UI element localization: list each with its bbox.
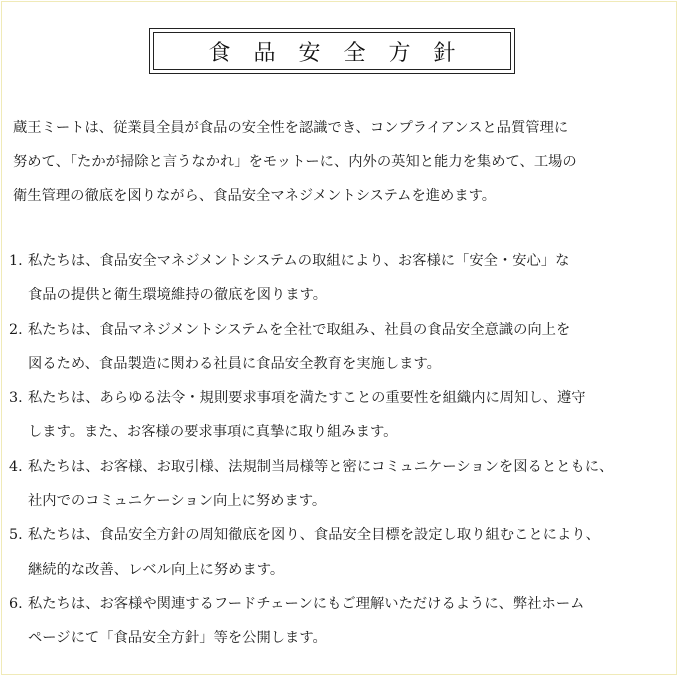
item-text-line2: します。また、お客様の要求事項に真摯に取り組みます。 xyxy=(28,424,398,441)
intro-line: 衛生管理の徹底を図りながら、食品安全マネジメントシステムを進めます。 xyxy=(13,188,497,204)
policy-item xyxy=(9,244,675,313)
item-text-line2: 社内でのコミュニケーション向上に努めます。 xyxy=(28,493,327,510)
item-text-line2: 図るため、食品製造に関わる社員に食品安全教育を実施します。 xyxy=(28,355,441,372)
item-number: 4. xyxy=(9,458,23,475)
policy-list xyxy=(9,244,675,656)
policy-item xyxy=(9,450,675,519)
title-inner-border xyxy=(153,32,511,70)
item-text-line2: 食品の提供と衛生環境維持の徹底を図ります。 xyxy=(28,287,328,304)
policy-item xyxy=(9,587,675,656)
item-text-line1: 私たちは、食品マネジメントシステムを全社で取組み、社員の食品安全意識の向上を xyxy=(28,321,571,338)
title-box xyxy=(149,28,515,74)
item-text-line1: 私たちは、お客様や関連するフードチェーンにもご理解いただけるように、弊社ホーム xyxy=(28,595,585,612)
page-title: 食品安全方針 xyxy=(208,40,479,66)
item-number: 1. xyxy=(9,253,23,269)
item-text-line1: 私たちは、食品安全マネジメントシステムの取組により、お客様に「安全・安心」な xyxy=(28,253,570,269)
policy-item xyxy=(9,313,675,382)
item-text-line2: 継続的な改善、レベル向上に努めます。 xyxy=(28,561,285,578)
item-number: 5. xyxy=(9,527,23,544)
intro-paragraph xyxy=(13,111,673,213)
item-text-line1: 私たちは、食品安全方針の周知徹底を図り、食品安全目標を設定し取り組むことにより、 xyxy=(28,527,600,544)
intro-line: 蔵王ミートは、従業員全員が食品の安全性を認識でき、コンプライアンスと品質管理に xyxy=(13,120,569,136)
policy-item xyxy=(9,518,675,587)
item-text-line2: ページにて「食品安全方針」等を公開します。 xyxy=(28,630,327,647)
intro-line: 努めて、「たかが掃除と言うなかれ」をモットーに、内外の英知と能力を集めて、工場の xyxy=(13,154,577,170)
item-text-line1: 私たちは、あらゆる法令・規則要求事項を満たすことの重要性を組織内に周知し、遵守 xyxy=(28,390,586,407)
item-number: 2. xyxy=(9,321,23,338)
policy-item xyxy=(9,381,675,450)
item-number: 3. xyxy=(9,390,23,407)
item-text-line1: 私たちは、お客様、お取引様、法規制当局様等と密にコミュニケーションを図るとともに、 xyxy=(28,458,614,475)
item-number: 6. xyxy=(9,595,23,612)
